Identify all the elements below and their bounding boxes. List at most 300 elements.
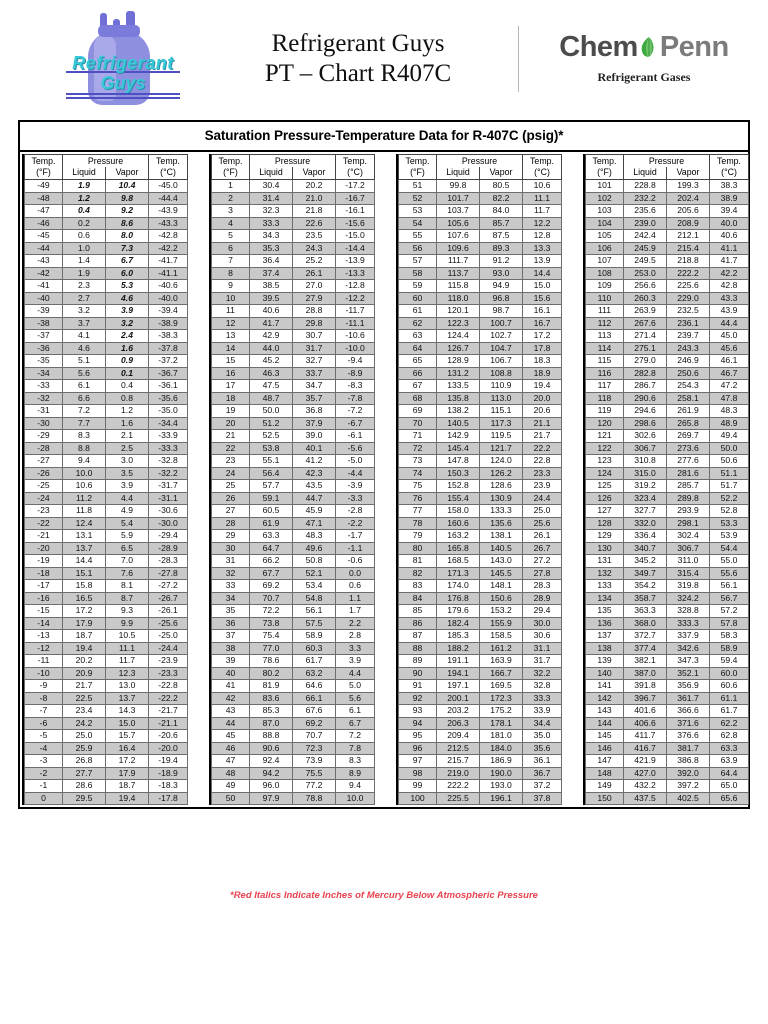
cell-pressure-liquid: 228.8: [624, 180, 667, 193]
cell-temp-c: -18.9: [149, 767, 188, 780]
table-row: [212, 505, 375, 518]
page-title-line2: PT – Chart R407C: [264, 60, 452, 87]
cell-temp-f: -26: [25, 467, 63, 480]
cell-pressure-vapor: 24.3: [293, 242, 336, 255]
cell-temp-c: 61.1: [710, 692, 749, 705]
cell-temp-c: 18.9: [523, 367, 562, 380]
cell-temp-c: 48.3: [710, 405, 749, 418]
table-row: [25, 417, 188, 430]
cell-temp-c: 46.7: [710, 367, 749, 380]
table-row: [586, 680, 749, 693]
cell-pressure-vapor: 34.7: [293, 380, 336, 393]
cell-pressure-liquid: 128.9: [437, 355, 480, 368]
table-row: [399, 455, 562, 468]
table-row: [25, 330, 188, 343]
cell-pressure-vapor: 17.2: [106, 755, 149, 768]
cell-pressure-liquid: 85.3: [250, 705, 293, 718]
cell-pressure-vapor: 10.4: [106, 180, 149, 193]
cell-temp-f: 126: [586, 492, 624, 505]
cell-temp-f: -49: [25, 180, 63, 193]
cell-pressure-liquid: 396.7: [624, 692, 667, 705]
cell-temp-f: 20: [212, 417, 250, 430]
cell-pressure-vapor: 289.8: [667, 492, 710, 505]
table-row: [399, 680, 562, 693]
cell-pressure-vapor: 386.8: [667, 755, 710, 768]
header-temp-f: Temp.: [212, 155, 250, 168]
cell-pressure-vapor: 202.4: [667, 192, 710, 205]
cell-temp-c: 63.3: [710, 742, 749, 755]
cell-pressure-vapor: 121.7: [480, 442, 523, 455]
cell-pressure-vapor: 30.7: [293, 330, 336, 343]
cell-pressure-vapor: 64.6: [293, 680, 336, 693]
cell-temp-f: -6: [25, 717, 63, 730]
cell-pressure-liquid: 13.1: [63, 530, 106, 543]
cell-pressure-liquid: 6.6: [63, 392, 106, 405]
cell-pressure-vapor: 246.9: [667, 355, 710, 368]
cell-temp-c: -8.3: [336, 380, 375, 393]
cell-pressure-liquid: 1.0: [63, 242, 106, 255]
cell-temp-f: 83: [399, 580, 437, 593]
cell-pressure-vapor: 285.7: [667, 480, 710, 493]
table-row: [212, 792, 375, 805]
cell-temp-f: 55: [399, 230, 437, 243]
cell-pressure-liquid: 306.7: [624, 442, 667, 455]
cell-temp-f: -43: [25, 255, 63, 268]
cell-temp-f: 0: [25, 792, 63, 805]
cell-pressure-vapor: 33.7: [293, 367, 336, 380]
header-temp-c: Temp.: [149, 155, 188, 168]
cell-temp-f: -41: [25, 280, 63, 293]
cell-pressure-vapor: 69.2: [293, 717, 336, 730]
cell-pressure-vapor: 89.3: [480, 242, 523, 255]
cell-temp-c: -25.6: [149, 617, 188, 630]
cell-temp-c: -7.8: [336, 392, 375, 405]
cell-pressure-liquid: 212.5: [437, 742, 480, 755]
cell-pressure-liquid: 61.9: [250, 517, 293, 530]
table-row: [212, 355, 375, 368]
table-row: [399, 242, 562, 255]
cell-temp-f: 1: [212, 180, 250, 193]
cell-pressure-liquid: 0.4: [63, 205, 106, 218]
table-row: [586, 305, 749, 318]
cell-pressure-liquid: 377.4: [624, 642, 667, 655]
cell-pressure-vapor: 10.5: [106, 630, 149, 643]
cell-temp-f: 109: [586, 280, 624, 293]
cell-temp-c: 53.9: [710, 530, 749, 543]
table-row: [399, 692, 562, 705]
cell-pressure-vapor: 35.7: [293, 392, 336, 405]
cell-pressure-liquid: 87.0: [250, 717, 293, 730]
cell-temp-c: -29.4: [149, 530, 188, 543]
cell-temp-c: 56.1: [710, 580, 749, 593]
cell-pressure-liquid: 31.4: [250, 192, 293, 205]
table-row: [586, 717, 749, 730]
table-row: [399, 267, 562, 280]
cell-pressure-vapor: 43.5: [293, 480, 336, 493]
cell-pressure-liquid: 29.5: [63, 792, 106, 805]
cell-temp-c: 15.6: [523, 292, 562, 305]
table-row: [586, 692, 749, 705]
cell-pressure-liquid: 315.0: [624, 467, 667, 480]
cell-temp-c: 62.2: [710, 717, 749, 730]
cell-pressure-liquid: 319.2: [624, 480, 667, 493]
cell-pressure-vapor: 20.2: [293, 180, 336, 193]
cell-temp-c: 7.8: [336, 742, 375, 755]
table-row: [212, 317, 375, 330]
cell-pressure-vapor: 243.3: [667, 342, 710, 355]
cell-pressure-liquid: 0.6: [63, 230, 106, 243]
cell-temp-f: 122: [586, 442, 624, 455]
cell-pressure-vapor: 175.2: [480, 705, 523, 718]
cell-pressure-vapor: 328.8: [667, 605, 710, 618]
table-blocks-container: [20, 152, 748, 807]
table-row: [212, 655, 375, 668]
cell-pressure-liquid: 53.8: [250, 442, 293, 455]
table-row: [399, 517, 562, 530]
cell-temp-c: 20.0: [523, 392, 562, 405]
cell-pressure-vapor: 190.0: [480, 767, 523, 780]
table-row: [212, 530, 375, 543]
table-row: [586, 630, 749, 643]
cell-temp-c: -1.7: [336, 530, 375, 543]
cell-temp-c: -43.3: [149, 217, 188, 230]
table-row: [212, 267, 375, 280]
cell-temp-c: 0.0: [336, 567, 375, 580]
cell-temp-f: 64: [399, 342, 437, 355]
header-temp-f: Temp.: [399, 155, 437, 168]
cell-pressure-vapor: 60.3: [293, 642, 336, 655]
table-row: [212, 367, 375, 380]
table-row: [586, 230, 749, 243]
chempenn-tagline: Refrigerant Gases: [597, 70, 691, 84]
cell-temp-f: 6: [212, 242, 250, 255]
table-row: [399, 280, 562, 293]
cell-pressure-liquid: 2.7: [63, 292, 106, 305]
cell-temp-c: 32.8: [523, 680, 562, 693]
cell-pressure-liquid: 5.6: [63, 367, 106, 380]
cell-temp-f: 100: [399, 792, 437, 805]
table-row: [212, 417, 375, 430]
cell-temp-f: -18: [25, 567, 63, 580]
cell-temp-c: -3.3: [336, 492, 375, 505]
cell-pressure-vapor: 302.4: [667, 530, 710, 543]
cell-temp-f: 76: [399, 492, 437, 505]
table-row: [399, 305, 562, 318]
table-row: [586, 380, 749, 393]
table-row: [25, 505, 188, 518]
cell-pressure-vapor: 8.1: [106, 580, 149, 593]
table-row: [399, 217, 562, 230]
cell-temp-c: 19.4: [523, 380, 562, 393]
cell-temp-c: 36.1: [523, 755, 562, 768]
cell-temp-f: -36: [25, 342, 63, 355]
cell-temp-f: 75: [399, 480, 437, 493]
cell-pressure-vapor: 7.3: [106, 242, 149, 255]
cell-temp-c: 40.6: [710, 230, 749, 243]
cell-temp-c: -11.7: [336, 305, 375, 318]
table-row: [25, 517, 188, 530]
cell-pressure-liquid: 327.7: [624, 505, 667, 518]
cell-pressure-vapor: 319.8: [667, 580, 710, 593]
cell-pressure-liquid: 41.7: [250, 317, 293, 330]
table-row: [586, 792, 749, 805]
cell-temp-c: -42.8: [149, 230, 188, 243]
cell-pressure-vapor: 91.2: [480, 255, 523, 268]
cell-temp-c: 25.0: [523, 505, 562, 518]
table-row: [212, 730, 375, 743]
table-row: [586, 542, 749, 555]
cell-temp-f: 115: [586, 355, 624, 368]
cell-temp-c: -0.6: [336, 555, 375, 568]
cell-temp-f: 84: [399, 592, 437, 605]
header-temp-c-unit: (°C): [710, 167, 749, 180]
cell-temp-c: -2.2: [336, 517, 375, 530]
cell-pressure-liquid: 194.1: [437, 667, 480, 680]
table-row: [586, 392, 749, 405]
cell-temp-f: -1: [25, 780, 63, 793]
cell-temp-f: 117: [586, 380, 624, 393]
table-row: [586, 192, 749, 205]
table-row: [399, 380, 562, 393]
cell-temp-c: 57.8: [710, 617, 749, 630]
table-row: [399, 605, 562, 618]
table-row: [399, 205, 562, 218]
table-row: [399, 505, 562, 518]
cell-pressure-liquid: 67.7: [250, 567, 293, 580]
pt-data-table: [211, 154, 375, 805]
cell-temp-f: 23: [212, 455, 250, 468]
cell-pressure-liquid: 22.5: [63, 692, 106, 705]
cell-pressure-liquid: 391.8: [624, 680, 667, 693]
table-row: [399, 230, 562, 243]
cell-pressure-vapor: 337.9: [667, 630, 710, 643]
cell-pressure-vapor: 135.6: [480, 517, 523, 530]
cell-temp-c: -16.1: [336, 205, 375, 218]
cell-pressure-vapor: 347.3: [667, 655, 710, 668]
cell-pressure-liquid: 158.0: [437, 505, 480, 518]
cell-pressure-vapor: 5.4: [106, 517, 149, 530]
cell-pressure-liquid: 107.6: [437, 230, 480, 243]
cell-pressure-vapor: 42.3: [293, 467, 336, 480]
cell-temp-f: 124: [586, 467, 624, 480]
table-row: [586, 267, 749, 280]
table-row: [212, 542, 375, 555]
cell-temp-c: 65.6: [710, 792, 749, 805]
cell-temp-c: 31.7: [523, 655, 562, 668]
cell-pressure-vapor: 87.5: [480, 230, 523, 243]
cell-pressure-liquid: 14.4: [63, 555, 106, 568]
cell-temp-c: 56.7: [710, 592, 749, 605]
cell-temp-c: 33.3: [523, 692, 562, 705]
table-row: [25, 605, 188, 618]
cell-temp-f: 12: [212, 317, 250, 330]
cell-pressure-liquid: 6.1: [63, 380, 106, 393]
cell-temp-c: 51.1: [710, 467, 749, 480]
cell-pressure-liquid: 38.5: [250, 280, 293, 293]
cell-temp-c: -6.1: [336, 430, 375, 443]
cell-temp-c: 28.3: [523, 580, 562, 593]
cell-temp-f: 14: [212, 342, 250, 355]
cell-temp-f: -27: [25, 455, 63, 468]
table-row: [25, 467, 188, 480]
cell-pressure-liquid: 421.9: [624, 755, 667, 768]
table-row: [399, 192, 562, 205]
cell-temp-c: -9.4: [336, 355, 375, 368]
cell-temp-f: 32: [212, 567, 250, 580]
table-row: [25, 592, 188, 605]
header-pressure: Pressure: [250, 155, 336, 168]
cell-temp-f: -2: [25, 767, 63, 780]
table-row: [586, 367, 749, 380]
table-row: [25, 767, 188, 780]
page-header: [0, 0, 768, 118]
cell-pressure-vapor: 315.4: [667, 567, 710, 580]
table-row: [586, 317, 749, 330]
cell-pressure-vapor: 169.5: [480, 680, 523, 693]
cell-temp-f: 82: [399, 567, 437, 580]
cell-temp-c: 54.4: [710, 542, 749, 555]
cell-pressure-liquid: 73.8: [250, 617, 293, 630]
cell-temp-c: -33.9: [149, 430, 188, 443]
cell-pressure-liquid: 52.5: [250, 430, 293, 443]
table-row: [25, 205, 188, 218]
cell-temp-c: -16.7: [336, 192, 375, 205]
cell-temp-c: -10.6: [336, 330, 375, 343]
table-row: [399, 755, 562, 768]
cell-pressure-liquid: 17.2: [63, 605, 106, 618]
cell-temp-c: -41.7: [149, 255, 188, 268]
cell-temp-f: 57: [399, 255, 437, 268]
cell-pressure-vapor: 153.2: [480, 605, 523, 618]
table-row: [586, 217, 749, 230]
cell-pressure-vapor: 23.5: [293, 230, 336, 243]
cell-pressure-vapor: 26.1: [293, 267, 336, 280]
table-row: [212, 580, 375, 593]
table-row: [212, 717, 375, 730]
cell-pressure-liquid: 437.5: [624, 792, 667, 805]
logo-word-guys: Guys: [100, 73, 146, 93]
cell-temp-c: -1.1: [336, 542, 375, 555]
cell-temp-f: 138: [586, 642, 624, 655]
cell-temp-f: 147: [586, 755, 624, 768]
cell-pressure-vapor: 32.7: [293, 355, 336, 368]
cell-temp-f: 21: [212, 430, 250, 443]
table-row: [586, 417, 749, 430]
cell-pressure-vapor: 229.0: [667, 292, 710, 305]
cell-pressure-vapor: 0.1: [106, 367, 149, 380]
cell-temp-c: 23.3: [523, 467, 562, 480]
table-row: [25, 180, 188, 193]
table-row: [399, 530, 562, 543]
cell-temp-c: 43.3: [710, 292, 749, 305]
cell-temp-f: 130: [586, 542, 624, 555]
cell-temp-c: 41.1: [710, 242, 749, 255]
cell-temp-c: 15.0: [523, 280, 562, 293]
cell-pressure-liquid: 140.5: [437, 417, 480, 430]
cell-temp-f: -14: [25, 617, 63, 630]
cell-temp-c: 47.8: [710, 392, 749, 405]
cell-temp-c: 1.7: [336, 605, 375, 618]
cell-temp-c: 42.8: [710, 280, 749, 293]
cell-pressure-vapor: 311.0: [667, 555, 710, 568]
cell-pressure-liquid: 66.2: [250, 555, 293, 568]
cell-temp-f: 66: [399, 367, 437, 380]
table-row: [25, 667, 188, 680]
cell-temp-f: 79: [399, 530, 437, 543]
cell-temp-c: -35.6: [149, 392, 188, 405]
cell-temp-c: 29.4: [523, 605, 562, 618]
table-row: [399, 417, 562, 430]
cell-temp-f: 38: [212, 642, 250, 655]
cell-pressure-liquid: 185.3: [437, 630, 480, 643]
cell-temp-f: 3: [212, 205, 250, 218]
cell-pressure-vapor: 96.8: [480, 292, 523, 305]
cell-temp-c: 52.2: [710, 492, 749, 505]
cell-temp-f: 129: [586, 530, 624, 543]
cell-temp-c: 55.0: [710, 555, 749, 568]
cell-pressure-liquid: 57.7: [250, 480, 293, 493]
cell-pressure-vapor: 56.1: [293, 605, 336, 618]
cell-temp-f: 131: [586, 555, 624, 568]
cell-pressure-vapor: 381.7: [667, 742, 710, 755]
cell-pressure-vapor: 11.1: [106, 642, 149, 655]
table-row: [586, 467, 749, 480]
cell-pressure-vapor: 6.7: [106, 255, 149, 268]
cell-temp-f: -7: [25, 705, 63, 718]
cell-pressure-liquid: 155.4: [437, 492, 480, 505]
cell-pressure-vapor: 54.8: [293, 592, 336, 605]
cell-pressure-vapor: 392.0: [667, 767, 710, 780]
cell-pressure-vapor: 13.0: [106, 680, 149, 693]
cell-temp-f: -21: [25, 530, 63, 543]
cell-temp-c: -37.8: [149, 342, 188, 355]
table-row: [586, 667, 749, 680]
cell-temp-f: -34: [25, 367, 63, 380]
cell-temp-c: 35.6: [523, 742, 562, 755]
header-temp-c-unit: (°C): [336, 167, 375, 180]
cell-temp-f: 8: [212, 267, 250, 280]
table-row: [25, 217, 188, 230]
table-row: [212, 380, 375, 393]
cell-pressure-liquid: 225.5: [437, 792, 480, 805]
cell-temp-c: 11.1: [523, 192, 562, 205]
cell-temp-c: -21.1: [149, 717, 188, 730]
cell-temp-f: 149: [586, 780, 624, 793]
cell-temp-c: -36.1: [149, 380, 188, 393]
logo-stripe: [66, 97, 180, 99]
table-row: [586, 405, 749, 418]
cell-temp-c: 24.4: [523, 492, 562, 505]
cell-pressure-vapor: 21.8: [293, 205, 336, 218]
cell-pressure-vapor: 7.0: [106, 555, 149, 568]
cell-pressure-liquid: 239.0: [624, 217, 667, 230]
cell-temp-c: 45.0: [710, 330, 749, 343]
cell-temp-f: 94: [399, 717, 437, 730]
cell-pressure-liquid: 81.9: [250, 680, 293, 693]
table-row: [586, 242, 749, 255]
cell-temp-c: 13.9: [523, 255, 562, 268]
cell-temp-c: -28.3: [149, 555, 188, 568]
cell-temp-f: 104: [586, 217, 624, 230]
cell-temp-f: 113: [586, 330, 624, 343]
cell-pressure-vapor: 212.1: [667, 230, 710, 243]
cell-temp-f: -5: [25, 730, 63, 743]
cell-pressure-vapor: 8.0: [106, 230, 149, 243]
cell-temp-f: -19: [25, 555, 63, 568]
cell-temp-c: 7.2: [336, 730, 375, 743]
cell-temp-f: 69: [399, 405, 437, 418]
cell-temp-f: 56: [399, 242, 437, 255]
